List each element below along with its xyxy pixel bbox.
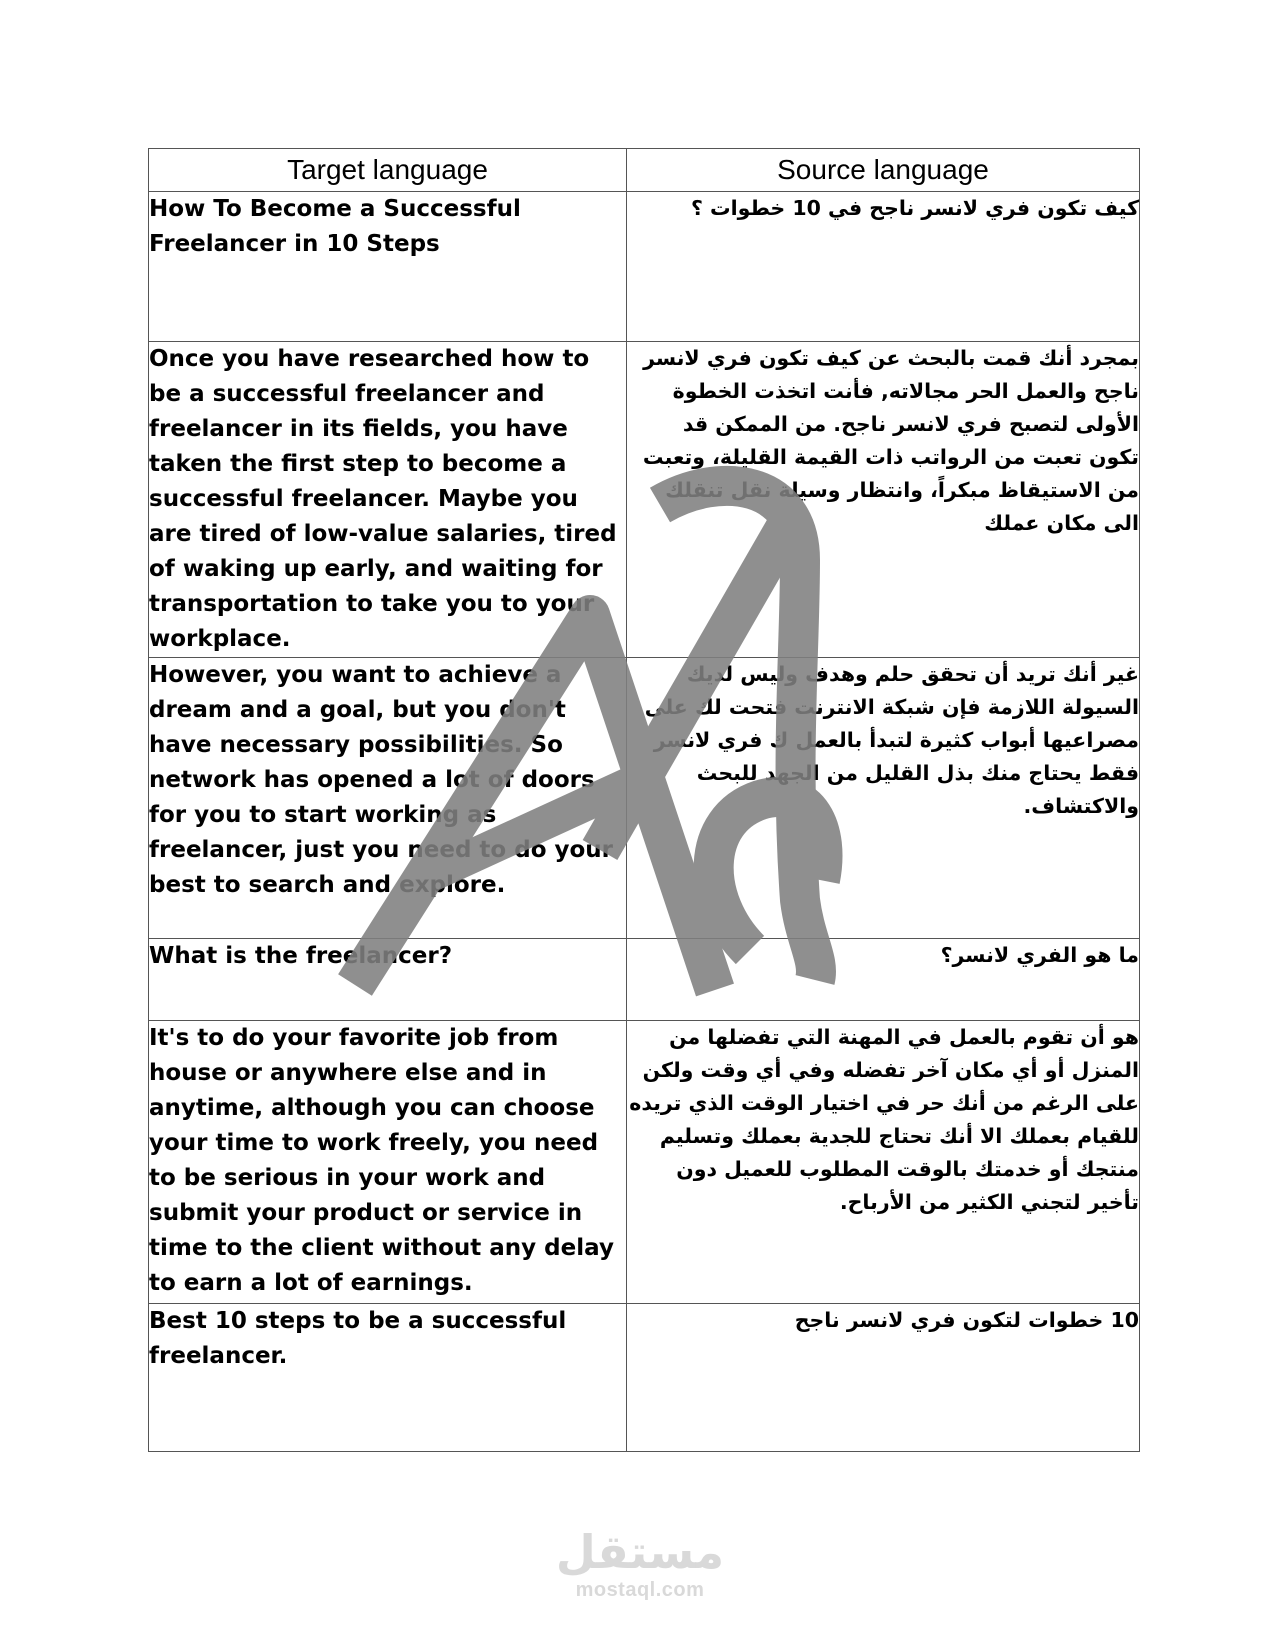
source-cell: غير أنك تريد أن تحقق حلم وهدف وليس لديك السيولة اللازمة فإن شبكة الانترنت فتحت لك على مصراعيها أبواب كثيرة لتبدأ بالعمل ك فري لانسر فقط يحتاج منك بذل القليل من الجهد للبحث والاكتشاف. xyxy=(627,658,1140,939)
source-cell: كيف تكون فري لانسر ناجح في 10 خطوات ؟ xyxy=(627,192,1140,342)
table-row xyxy=(149,939,1140,1021)
table-row xyxy=(149,658,1140,939)
table-row xyxy=(149,1304,1140,1452)
table-row xyxy=(149,192,1140,342)
header-row xyxy=(149,149,1140,192)
source-cell: 10 خطوات لتكون فري لانسر ناجح xyxy=(627,1304,1140,1452)
source-cell: هو أن تقوم بالعمل في المهنة التي تفضلها من المنزل أو أي مكان آخر تفضله وفي أي وقت ولكن على الرغم من أنك حر في اختيار الوقت الذي تريده للقيام بعملك الا أنك تحتاج للجدية بعملك وتسليم منتجك أو خدمتك بالوقت المطلوب للعميل دون تأخير لتجني الكثير من الأرباح. xyxy=(627,1021,1140,1304)
target-cell: What is the freelancer? xyxy=(149,939,627,1021)
logo-domain-text: mostaql.com xyxy=(575,1579,705,1601)
table-row xyxy=(149,1021,1140,1304)
target-language-header: Target language xyxy=(149,149,627,192)
source-cell: ما هو الفري لانسر؟ xyxy=(627,939,1140,1021)
target-cell: Once you have researched how to be a successful freelancer and freelancer in its fields, you have taken the first step to become a successful freelancer. Maybe you are tired of low-value salaries, tired of waking up early, and waiting for transportation to take you to your workplace. xyxy=(149,342,627,658)
target-cell: Best 10 steps to be a successful freelancer. xyxy=(149,1304,627,1452)
source-cell: بمجرد أنك قمت بالبحث عن كيف تكون فري لانسر ناجح والعمل الحر مجالاته, فأنت اتخذت الخطوة الأولى لتصبح فري لانسر ناجح. من الممكن قد تكون تعبت من الرواتب ذات القيمة القليلة، وتعبت من الاستيقاظ مبكراً، وانتظار وسيلة نقل تنقلك الى مكان عملك xyxy=(627,342,1140,658)
translation-table xyxy=(148,148,1140,1452)
target-cell: How To Become a Successful Freelancer in 10 Steps xyxy=(149,192,627,342)
target-cell: It's to do your favorite job from house or anywhere else and in anytime, although you can choose your time to work freely, you need to be serious in your work and submit your product or service in time to the client without any delay to earn a lot of earnings. xyxy=(149,1021,627,1304)
mostaql-logo xyxy=(540,1525,740,1615)
logo-arabic-text: مستقل xyxy=(555,1525,725,1579)
source-language-header: Source language xyxy=(627,149,1140,192)
table-row xyxy=(149,342,1140,658)
target-cell: However, you want to achieve a dream and a goal, but you don't have necessary possibilities. So network has opened a lot of doors for you to start working as freelancer, just you need to do your best to search and explore. xyxy=(149,658,627,939)
